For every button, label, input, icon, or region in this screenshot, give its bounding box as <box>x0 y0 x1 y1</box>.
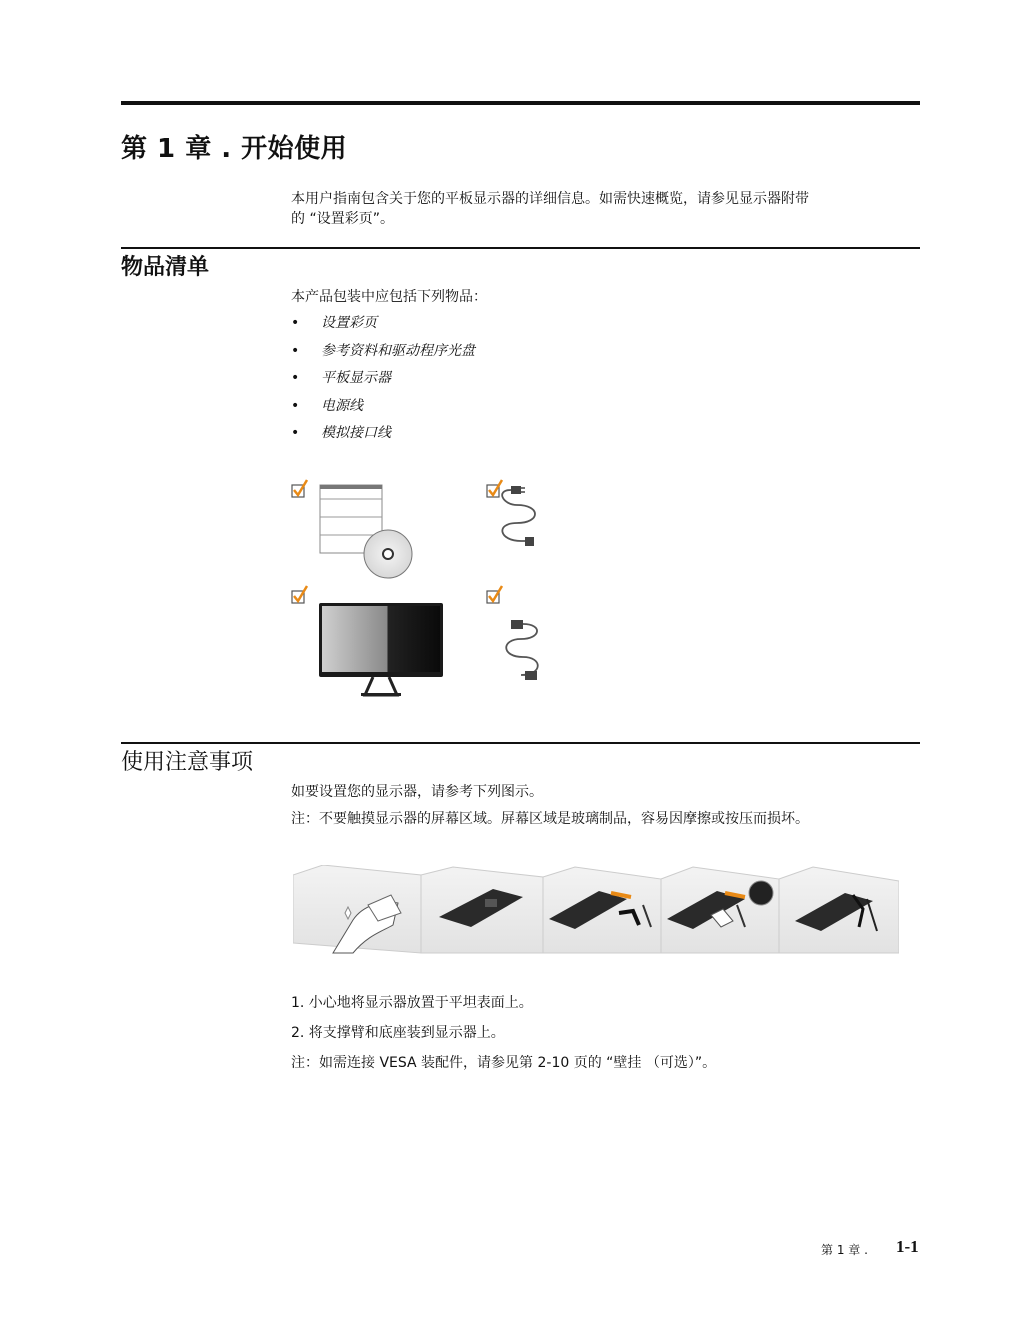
list-item <box>291 341 475 369</box>
vga-cable-image <box>506 620 538 680</box>
section-rule-contents <box>121 247 920 249</box>
chapter-title: 第 1 章 . 开始使用 <box>121 134 348 164</box>
section-title-usage: 使用注意事项 <box>121 750 254 775</box>
list-item <box>291 423 475 451</box>
checkmark-icon <box>487 480 502 497</box>
step-image-finished <box>779 867 899 953</box>
list-item-label: 模拟接口线 <box>321 425 391 441</box>
cd-disc-image <box>364 530 412 578</box>
bullet-mark: • <box>291 425 300 441</box>
setup-steps-illustration <box>293 865 899 955</box>
top-rule <box>121 101 920 105</box>
intro-line-2: 的 “设置彩页”。 <box>291 211 394 227</box>
monitor-image <box>319 603 443 696</box>
list-item <box>291 396 475 424</box>
list-item-label: 参考资料和驱动程序光盘 <box>321 342 475 359</box>
step-2: 2. 将支撑臂和底座装到显示器上。 <box>291 1025 505 1041</box>
footer-chapter-label: 第 1 章 . <box>821 1243 868 1257</box>
section-rule-usage <box>121 742 920 744</box>
step-image-attach-base <box>661 867 779 953</box>
footer-page-number: 1-1 <box>896 1237 919 1256</box>
usage-note-vesa: 注：如需连接 VESA 装配件，请参见第 2-10 页的 “壁挂 （可选）”。 <box>291 1055 717 1071</box>
usage-lead: 如要设置您的显示器，请参考下列图示。 <box>291 784 543 800</box>
checkmark-icon <box>292 480 307 497</box>
list-item <box>291 368 475 396</box>
step-image-monitor-face-down <box>421 867 543 953</box>
checkmark-icon <box>292 586 307 603</box>
usage-note-screen: 注：不要触摸显示器的屏幕区域。屏幕区域是玻璃制品，容易因摩擦或按压而损坏。 <box>291 811 809 827</box>
step-1: 1. 小心地将显示器放置于平坦表面上。 <box>291 995 533 1011</box>
bullet-mark: • <box>291 342 300 359</box>
checkmark-icon <box>487 586 502 603</box>
list-item-label: 电源线 <box>321 397 363 414</box>
list-item-label: 平板显示器 <box>321 370 391 386</box>
power-cord-image <box>502 486 535 546</box>
contents-lead: 本产品包装中应包括下列物品： <box>291 289 487 305</box>
package-contents-illustration <box>285 475 565 705</box>
bullet-mark: • <box>291 370 300 386</box>
bullet-mark: • <box>291 315 300 331</box>
list-item-label: 设置彩页 <box>321 315 377 331</box>
contents-list <box>291 313 475 451</box>
step-image-clean-surface <box>293 865 421 953</box>
section-title-contents: 物品清单 <box>121 255 210 280</box>
intro-line-1: 本用户指南包含关于您的平板显示器的详细信息。如需快速概览，请参见显示器附带 <box>291 191 809 207</box>
list-item <box>291 313 475 341</box>
bullet-mark: • <box>291 397 300 414</box>
step-image-attach-arm <box>543 867 661 953</box>
